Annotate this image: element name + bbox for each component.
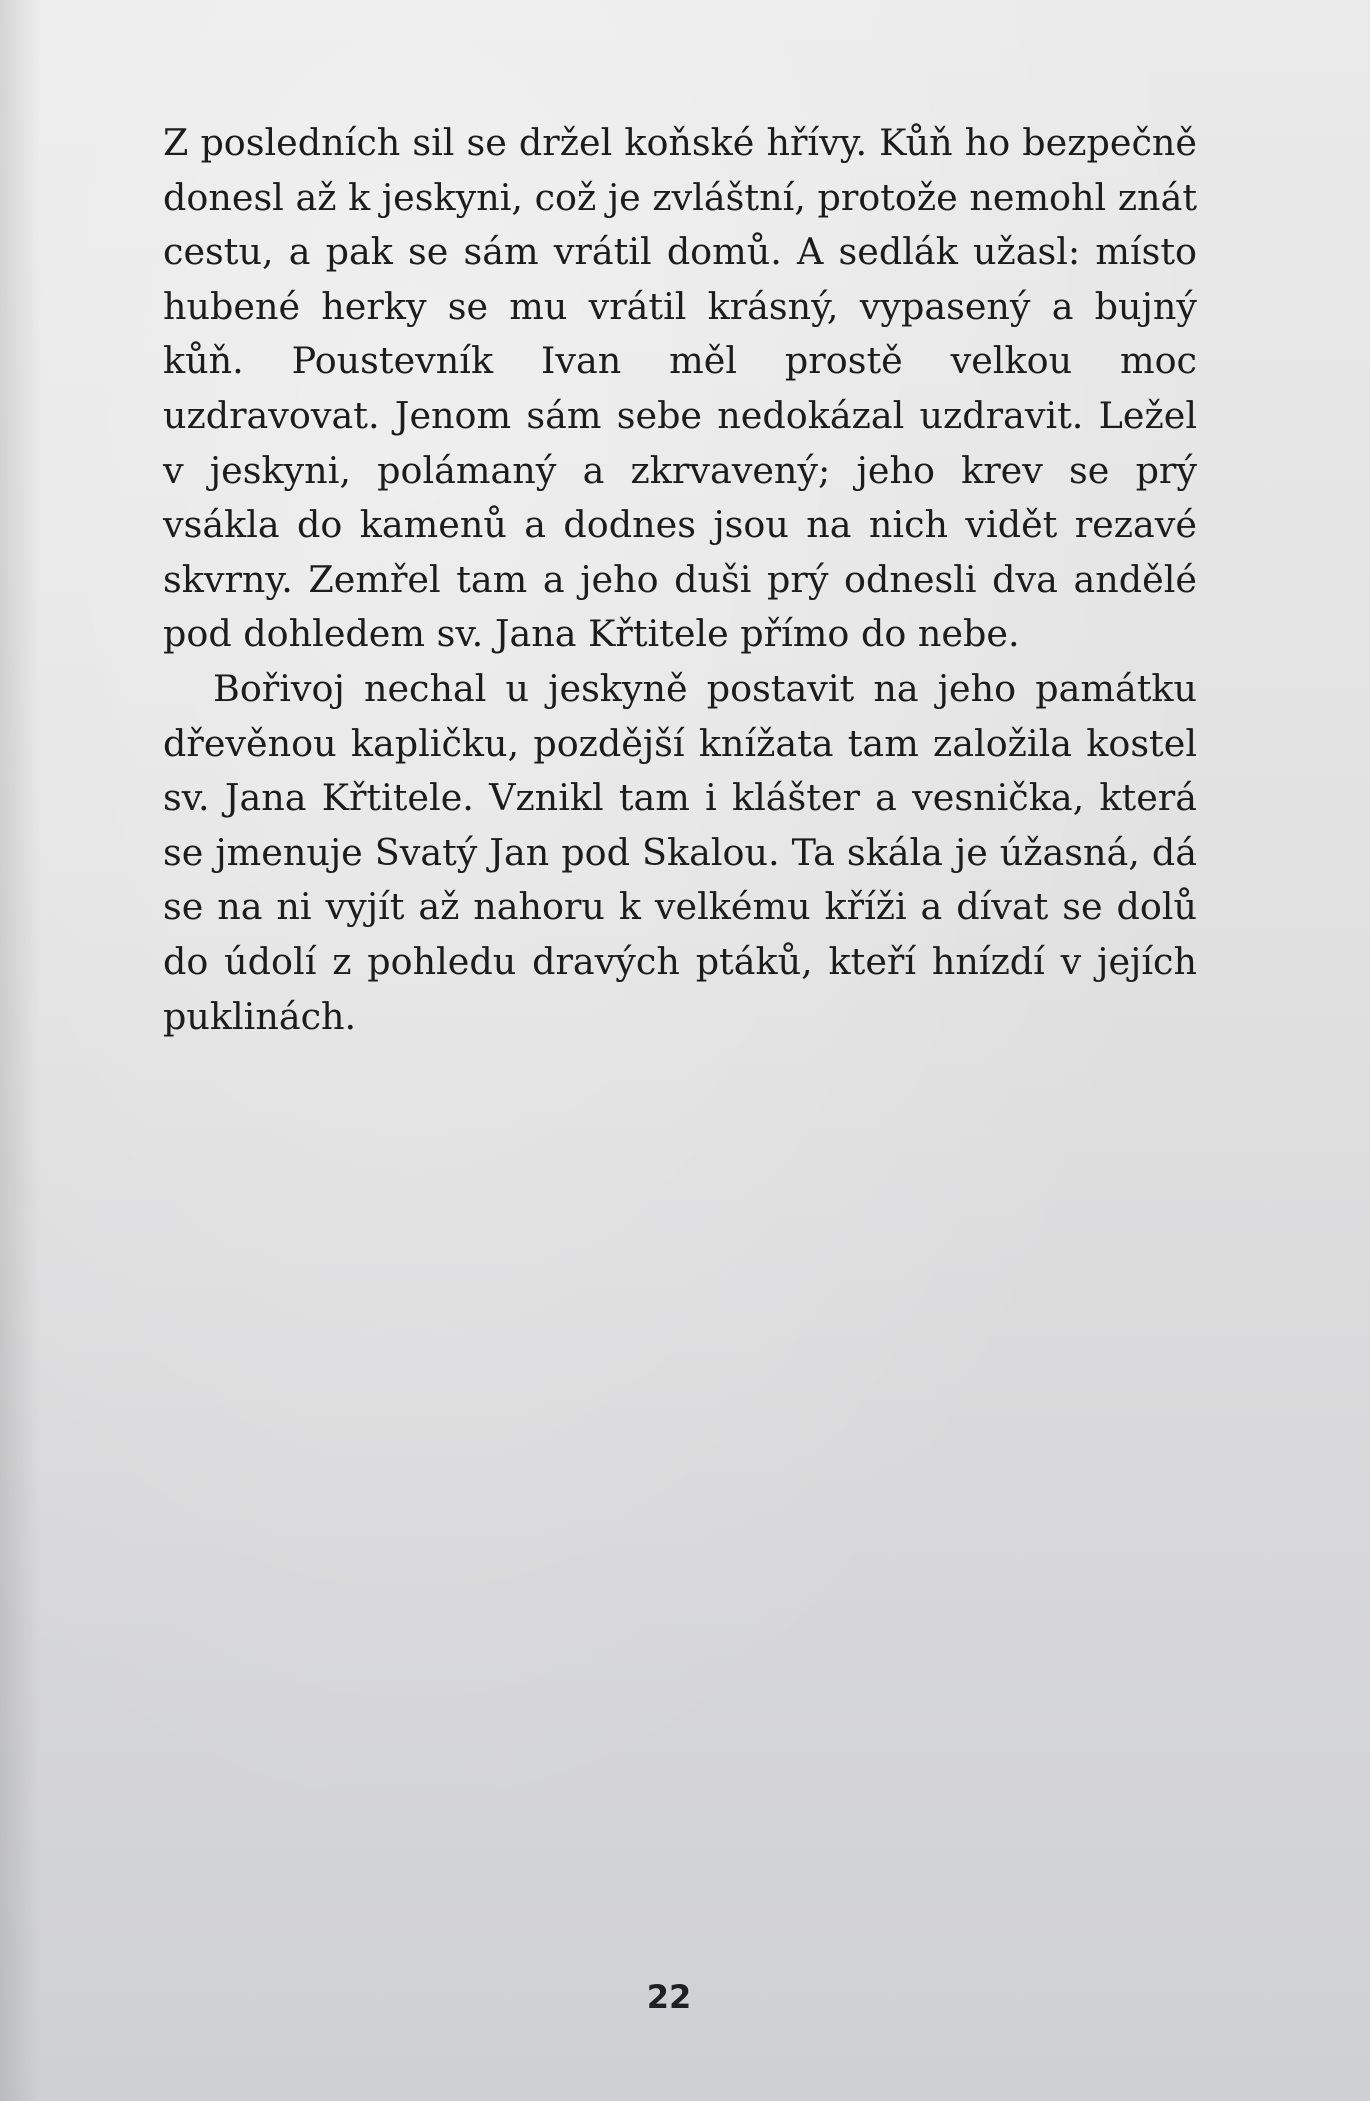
paragraph-1: Z posledních sil se držel koňské hřívy. Kůň ho bezpečně donesl až k jeskyni, což je zvláštní, protože nemohl znát cestu, a pak se sám vrátil domů. A sedlák užasl: místo hubené herky se mu vrátil krásný, vypasený a bujný kůň. Poustevník Ivan měl prostě velkou moc uzdravovat. Jenom sám sebe nedokázal uzdravit. Ležel v jeskyni, polámaný a zkrvavený; jeho krev se prý vsákla do kamenů a dodnes jsou na nich vidět rezavé skvrny. Zemřel tam a jeho duši prý odnesli dva andělé pod dohledem sv. Jana Křtitele přímo do nebe. [163, 121, 1197, 656]
page-number: 22 [646, 1978, 692, 2016]
body-text [163, 116, 1197, 1044]
paragraph-2: Bořivoj nechal u jeskyně postavit na jeho památku dřevěnou kapličku, pozdější knížata tam založila kostel sv. Jana Křtitele. Vznikl tam i klášter a vesnička, která se jmenuje Svatý Jan pod Skalou. Ta skála je úžasná, dá se na ni vyjít až nahoru k velkému kříži a dívat se dolů do údolí z pohledu dravých ptáků, kteří hnízdí v jejích puklinách. [163, 666, 1197, 1038]
